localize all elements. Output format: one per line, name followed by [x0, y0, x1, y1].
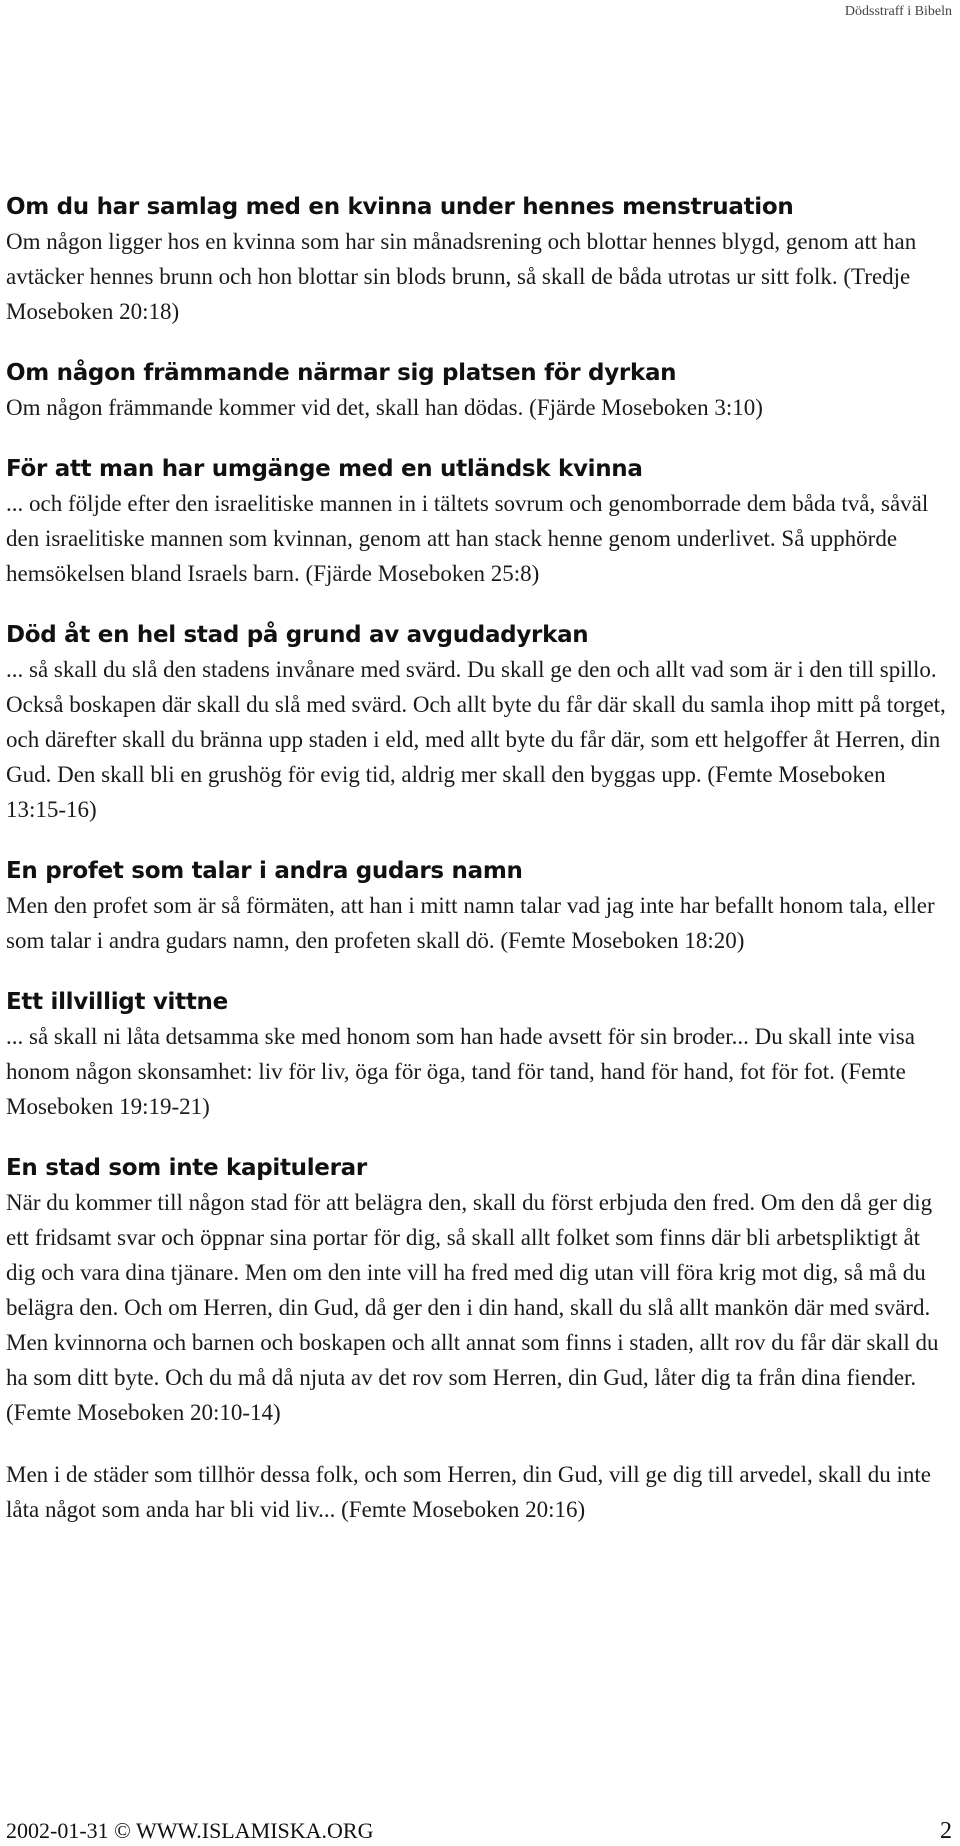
section-heading: Död åt en hel stad på grund av avgudadyrkan	[6, 622, 589, 648]
section-text: Men den profet som är så förmäten, att han i mitt namn talar vad jag inte har befallt honom tala, eller som talar i andra gudars namn, den profeten skall dö. (Femte Moseboken 18:20)	[6, 893, 935, 953]
footer-copyright: 2002-01-31 © WWW.ISLAMISKA.ORG	[6, 1818, 374, 1843]
section-text: ... så skall ni låta detsamma ske med honom som han hade avsett för sin broder... Du skall inte visa honom någon skonsamhet: liv för liv, öga för öga, tand för tand, hand för hand, fot för fot. (Femte Moseboken 19:19-21)	[6, 1024, 915, 1119]
page-number: 2	[940, 1818, 952, 1844]
section-heading: Om någon främmande närmar sig platsen för dyrkan	[6, 360, 677, 386]
section	[6, 452, 951, 591]
section-text: När du kommer till någon stad för att belägra den, skall du först erbjuda den fred. Om den då ger dig ett fridsamt svar och öppnar sina portar för dig, så skall allt folket som finns där bli arbetspliktigt åt dig och vara dina tjänare. Men om den inte vill ha fred med dig utan vill föra krig mot dig, så må du belägra den. Och om Herren, din Gud, då ger den i din hand, skall du slå allt mankön där med svärd. Men kvinnorna och barnen och boskapen och allt annat som finns i staden, allt rov du får där skall du ha som ditt byte. Och du må då njuta av det rov som Herren, din Gud, låter dig ta från dina fiender. (Femte Moseboken 20:10-14)	[6, 1190, 939, 1425]
section	[6, 618, 951, 827]
document-body	[6, 190, 951, 1554]
section-heading: En profet som talar i andra gudars namn	[6, 858, 523, 884]
running-header: Dödsstraff i Bibeln	[844, 4, 952, 19]
section	[6, 985, 951, 1124]
section	[6, 1151, 951, 1430]
page-footer	[6, 1818, 952, 1846]
section-text: Om någon ligger hos en kvinna som har sin månadsrening och blottar hennes blygd, genom att han avtäcker hennes brunn och hon blottar sin blods brunn, så skall de båda utrotas ur sitt folk. (Tredje Moseboken 20:18)	[6, 229, 917, 324]
section	[6, 854, 951, 958]
section-heading: Ett illvilligt vittne	[6, 989, 228, 1015]
section-heading: För att man har umgänge med en utländsk kvinna	[6, 456, 643, 482]
section	[6, 356, 951, 425]
closing-section	[6, 1457, 951, 1527]
section-heading: Om du har samlag med en kvinna under hennes menstruation	[6, 194, 794, 220]
section	[6, 190, 951, 329]
section-text: ... så skall du slå den stadens invånare med svärd. Du skall ge den och allt vad som är i den till spillo. Också boskapen där skall du slå med svärd. Och allt byte du får där skall du samla ihop mitt på torget, och därefter skall du bränna upp staden i eld, med allt byte du får där, som ett helgoffer åt Herren, din Gud. Den skall bli en grushög för evig tid, aldrig mer skall den byggas upp. (Femte Moseboken 13:15-16)	[6, 657, 946, 822]
section-text: Om någon främmande kommer vid det, skall han dödas. (Fjärde Moseboken 3:10)	[6, 395, 763, 420]
section-heading: En stad som inte kapitulerar	[6, 1155, 367, 1181]
section-text: ... och följde efter den israelitiske mannen in i tältets sovrum och genomborrade dem båda två, såväl den israelitiske mannen som kvinnan, genom att han stack henne genom underlivet. Så upphörde hemsökelsen bland Israels barn. (Fjärde Moseboken 25:8)	[6, 491, 929, 586]
closing-paragraph: Men i de städer som tillhör dessa folk, och som Herren, din Gud, vill ge dig till arvedel, skall du inte låta något som anda har bli vid liv... (Femte Moseboken 20:16)	[6, 1462, 931, 1522]
